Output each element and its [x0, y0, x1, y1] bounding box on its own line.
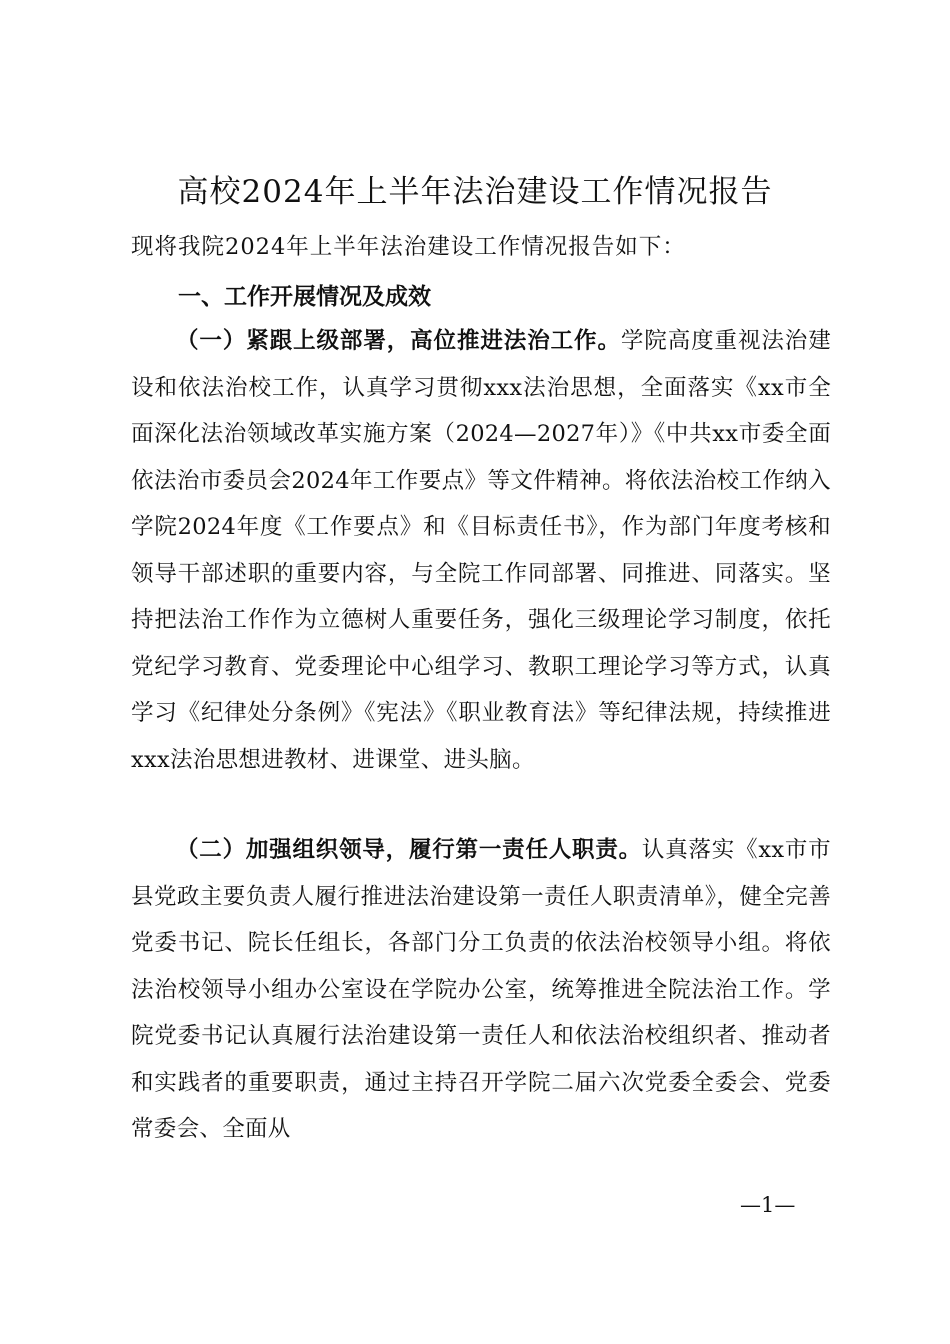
paragraph-1 — [131, 318, 831, 783]
intro-line: 现将我院2024年上半年法治建设工作情况报告如下： — [131, 234, 686, 260]
page-number: —1— — [740, 1193, 796, 1217]
document-title: 高校2024年上半年法治建设工作情况报告 — [177, 174, 773, 210]
paragraph-2-lead: （二）加强组织领导，履行第一责任人职责。 — [176, 837, 642, 863]
section-heading: 一、工作开展情况及成效 — [178, 284, 431, 310]
paragraph-2-body: 认真落实《xx市市县党政主要负责人履行推进法治建设第一责任人职责清单》，健全完善党委书记、院长任组长，各部门分工负责的依法治校领导小组。将依法治校领导小组办公室设在学院办公室，统筹推进全院法治工作。学院党委书记认真履行法治建设第一责任人和依法治校组织者、推动者和实践者的重要职责，通过主持召开学院二届六次党委全委会、党委常委会、全面从 — [131, 837, 831, 1142]
paragraph-1-body: 学院高度重视法治建设和依法治校工作，认真学习贯彻xxx法治思想，全面落实《xx市全面深化法治领域改革实施方案（2024—2027年）》《中共xx市委全面依法治市委员会2024年工作要点》等文件精神。将依法治校工作纳入学院2024年度《工作要点》和《目标责任书》，作为部门年度考核和领导干部述职的重要内容，与全院工作同部署、同推进、同落实。坚持把法治工作作为立德树人重要任务，强化三级理论学习制度，依托党纪学习教育、党委理论中心组学习、教职工理论学习等方式，认真学习《纪律处分条例》《宪法》《职业教育法》等纪律法规，持续推进xxx法治思想进教材、进课堂、进头脑。 — [131, 328, 832, 773]
paragraph-1-lead: （一）紧跟上级部署，高位推进法治工作。 — [176, 328, 621, 354]
paragraph-2 — [131, 827, 831, 1153]
